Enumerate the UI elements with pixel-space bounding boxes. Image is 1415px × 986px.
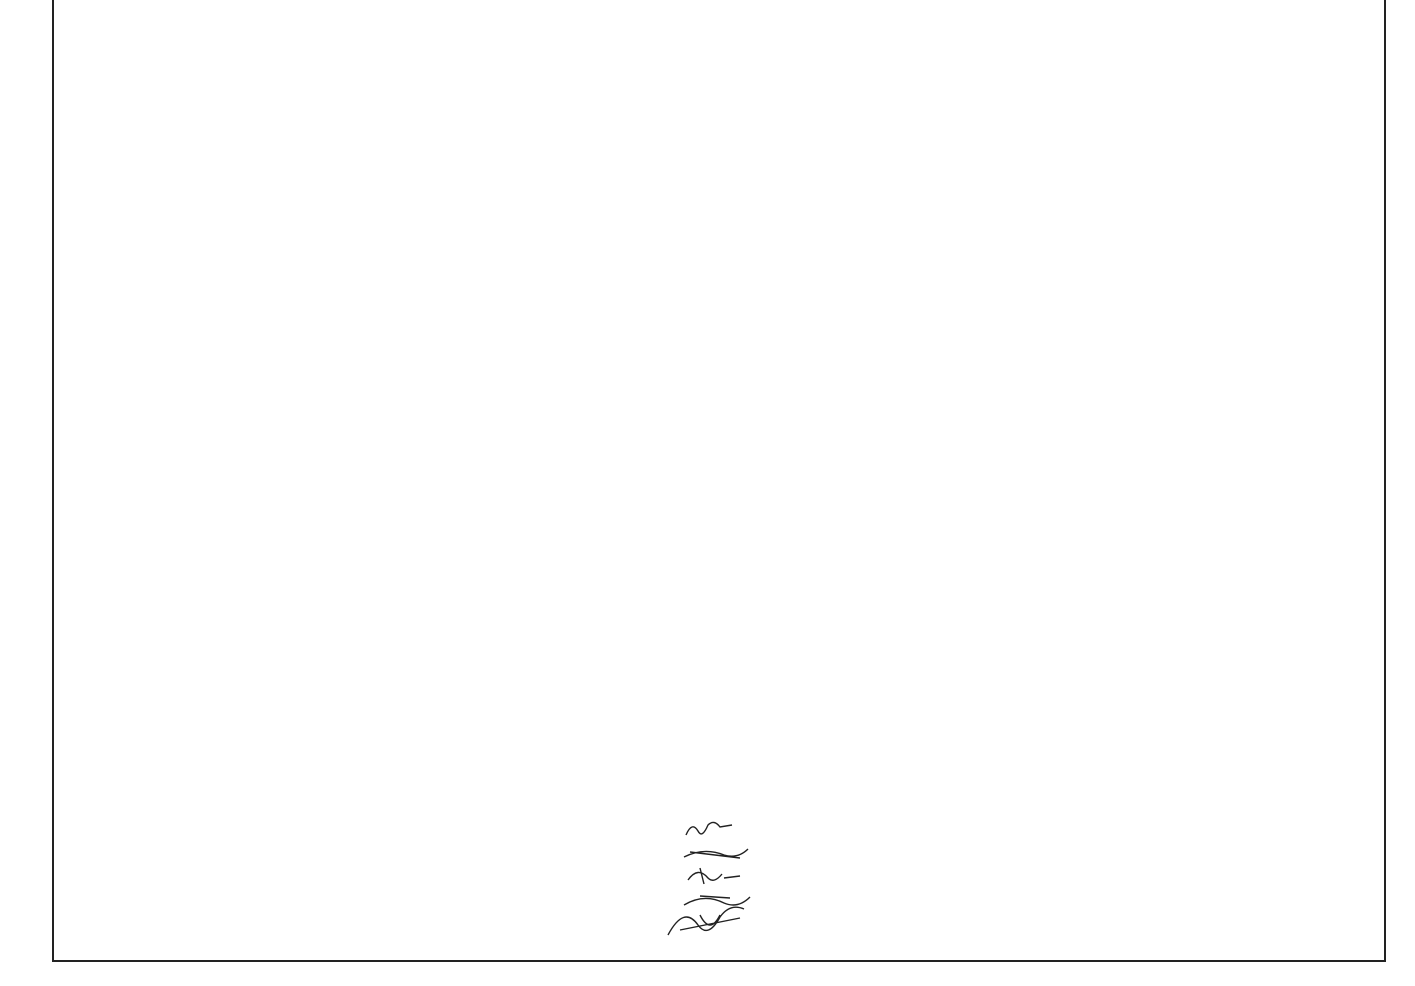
- signature-5: [668, 907, 744, 935]
- signature-4: [684, 896, 750, 905]
- signature-3: [688, 868, 740, 884]
- signature-1: [686, 822, 732, 835]
- signature-2: [684, 849, 748, 858]
